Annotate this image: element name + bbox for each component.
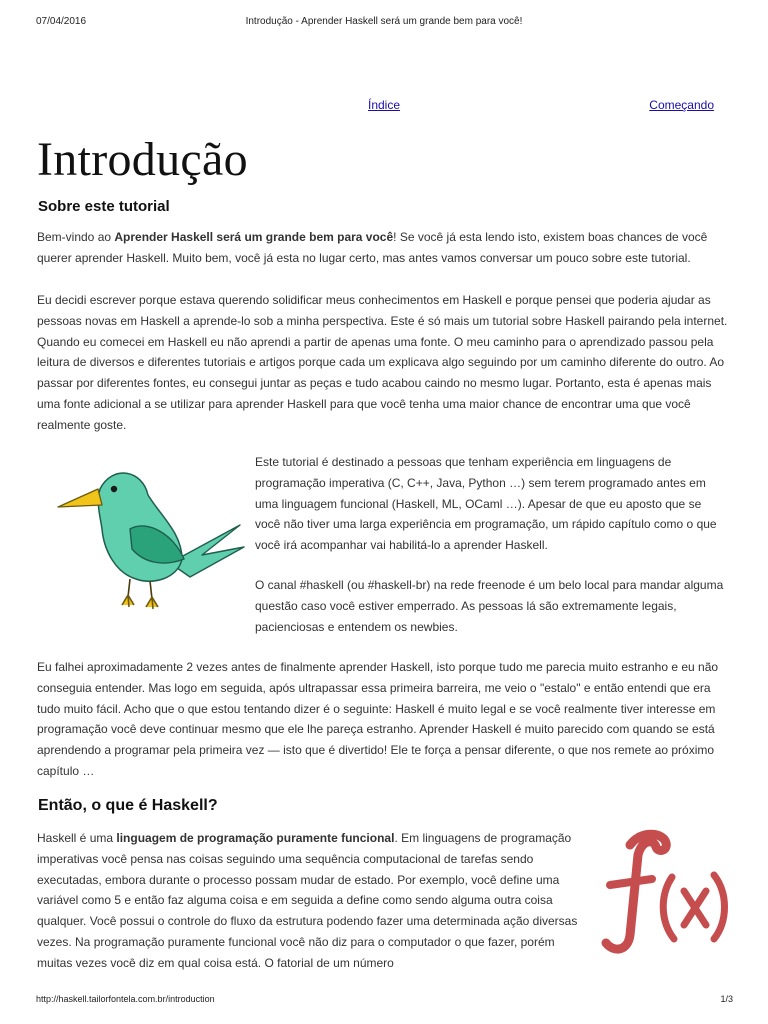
print-url: http://haskell.tailorfontela.com.br/introduction xyxy=(36,994,215,1004)
section-heading-what-is: Então, o que é Haskell? xyxy=(38,797,218,814)
experience-paragraph: Eu falhei aproximadamente 2 vezes antes de finalmente aprender Haskell, isto porque tudo me parecia muito estranho e eu não conseguia entender. Mas logo em seguida, após ultrapassar essa primeira barreira, me veio o "estalo" e então entendi que era tudo muito fácil. Acho que o que estou tentando dizer é o seguinte: Haskell é muito legal e se você realmente tiver interesse em programação você deve continuar mesmo que ele lhe pareça estranho. Aprender Haskell é muito parecido com quando se está aprendendo a programar pela primeira vez — isto que é divertido! Ele te força a pensar diferente, o que nos remete ao próximo capítulo … xyxy=(37,660,719,778)
next-chapter-link[interactable]: Começando xyxy=(649,98,714,112)
bird-illustration xyxy=(52,455,248,615)
motivation-paragraph: Eu decidi escrever porque estava querendo solidificar meus conhecimentos em Haskell e porque pensei que poderia ajudar as pessoas novas em Haskell a aprende-lo sob a minha perspectiva. Este é só mais um tutorial sobre Haskell pairando pela internet. Quando eu comecei em Haskell eu não aprendi a partir de apenas uma fonte. O meu caminho para o aprendizado passou pela leitura de diversos e diferentes tutoriais e artigos porque cada um explicava algo seguindo por um caminho diferente do outro. Ao passar por diferentes fontes, eu consegui juntar as peças e tudo acabou caindo no mesmo lugar. Portanto, esta é apenas mais uma fonte adicional a se utilizar para aprender Haskell para que você tenha uma maior chance de encontrar uma que você realmente goste. xyxy=(37,293,728,432)
page-number: 1/3 xyxy=(720,994,733,1004)
print-title: Introdução - Aprender Haskell será um grande bem para você! xyxy=(245,16,523,27)
irc-paragraph: O canal #haskell (ou #haskell-br) na rede freenode é um belo local para mandar alguma questão caso você estiver emperrado. As pessoas lá são extremamente legais, pacienciosas e entendem os newbies. xyxy=(255,578,724,634)
what-is-text-post: . Em linguagens de programação imperativas você pensa nas coisas seguindo uma sequência computacional de tarefas sendo executadas, embora durante o processo possam mudar de estado. Por exemplo, você define uma variável como 5 e então faz alguma coisa e em seguida a define como sendo alguma outra coisa qualquer. Você possui o controle do fluxo da estrutura podendo fazer uma determinada ação diversas vezes. Na programação puramente funcional você não diz para o computador o que fazer, porém muitas vezes você diz em qual coisa está. O fatorial de um número xyxy=(37,831,578,970)
index-link[interactable]: Índice xyxy=(368,98,401,112)
intro-text-post: ! Se você já esta lendo isto, existem boas chances de você querer aprender Haskell. Muito bem, você já esta no lugar certo, mas antes vamos conversar um pouco sobre este tutorial. xyxy=(37,230,708,265)
what-is-haskell-paragraph xyxy=(37,828,582,974)
audience-paragraph: Este tutorial é destinado a pessoas que tenham experiência em linguagens de programação imperativa (C, C++, Java, Python …) sem terem programado antes em uma linguagem funcional (Haskell, ML, OCaml …). Apesar de que eu aposto que se você não tiver uma larga experiência em programação, um rápido capítulo como o que você irá acompanhar vai habilitá-lo a aprender Haskell. xyxy=(255,455,717,553)
page-title: Introdução xyxy=(37,133,248,186)
print-date: 07/04/2016 xyxy=(36,16,87,27)
what-is-text-pre: Haskell é uma xyxy=(37,831,117,845)
section-heading-about: Sobre este tutorial xyxy=(38,198,170,215)
intro-text-bold: Aprender Haskell será um grande bem para você xyxy=(114,230,394,244)
what-is-text-bold: linguagem de programação puramente funcional xyxy=(116,831,395,845)
intro-paragraph xyxy=(37,227,737,269)
intro-text-pre: Bem-vindo ao xyxy=(37,230,115,244)
fx-illustration xyxy=(590,825,740,960)
